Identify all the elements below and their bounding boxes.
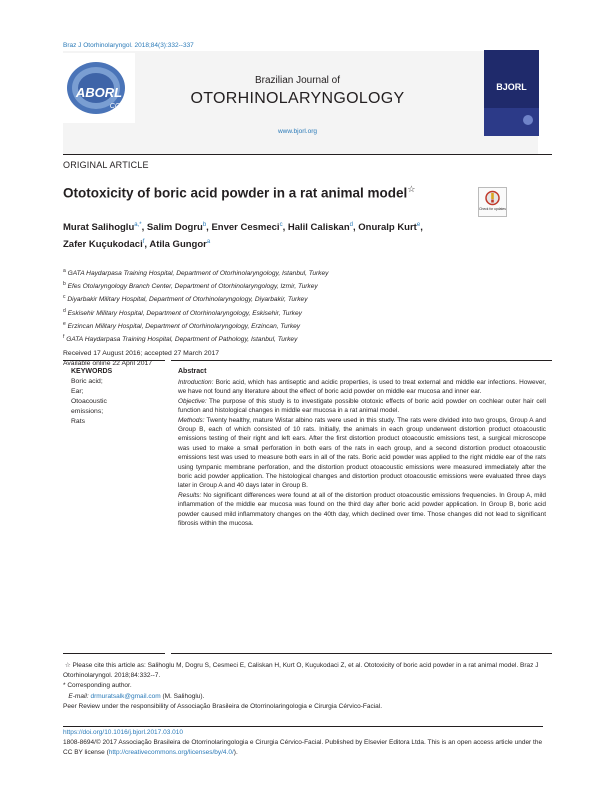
author-name: Enver Cesmeci: [211, 222, 280, 234]
abstract-body: [178, 378, 546, 529]
affiliation-item: [63, 306, 533, 319]
affiliation-sup: a: [63, 268, 66, 274]
methods-text: Twenty healthy, mature Wistar albino rats were used in this study. The rats were divided into two groups, Group A and Group B, each of which consisted of 10 rats. Initially, the animals in each group underwent distortion product otoacoustic emissions testing of their right and left ears. After the first distortion product otoacoustic emissions test, a surgical microscope was used to make a small perforation in both ears of the rats in each group, and a second distortion product otoacoustic emissions test was used to measure both ears in all of the rats. Boric acid powder was applied to the right middle ear of the rats using tympanic membrane perforation, and the distortion product otoacoustic emissions were measured immediately after the boric acid powder application. The histological changes and distortion product otoacoustic emissions were evaluated three days later in Group A and 40 days later in Group B.: [178, 416, 546, 490]
author-sup[interactable]: a: [206, 239, 211, 246]
header-divider: [63, 154, 552, 155]
cover-art-icon: [484, 50, 539, 136]
results-text: No significant differences were found at all of the distortion product otoacoustic emissions frequencies. In Group A, mild inflammation of the middle ear mucosa was found on the third day after boric acid powder application. In Group B, boric acid powder caused mild inflammatory changes on the 40th day, which declined over time. Those changes did not lead to significant fibrosis within the mucosa.: [178, 491, 546, 528]
intro-text: Boric acid, which has antiseptic and acidic properties, is used to treat external and middle ear infections. However, we have not found any literature about the effect of boric acid powder on middle ear mucosa and inner ear.: [178, 379, 547, 396]
journal-name-prefix: Brazilian Journal of: [254, 75, 341, 86]
author-name: Salim Dogru: [146, 222, 203, 234]
abstract-methods: [178, 416, 546, 491]
author-sup[interactable]: f: [142, 239, 145, 246]
author-line-2: Zafer Kuçukodaci$^f$, Atila Gungor$^a$: [63, 239, 211, 251]
affiliation-sup: e: [63, 320, 66, 327]
methods-label: Methods:: [178, 416, 205, 424]
cover-title: BJORL: [496, 82, 527, 92]
affiliation-item: [63, 319, 533, 332]
email-label: E-mail:: [68, 692, 89, 700]
author-line-1: Murat Salihoglu$^{a,*}$, Salim Dogru$^b$, Enver Cesmeci$^c$, Halil Caliskan$^d$, Onuralp Kurt$^e$,: [63, 222, 423, 234]
publication-info: [63, 728, 543, 759]
keyword-item: emissions;: [71, 408, 104, 415]
abstract-results: [178, 491, 546, 529]
affiliation-text: Diyarbakir Military Hospital, Department of Otorhinolaryngology, Diyarbakir, Turkey: [67, 296, 308, 304]
check-for-updates-badge[interactable]: [478, 187, 507, 217]
abstract-objective: [178, 397, 546, 416]
author-sup[interactable]: e: [416, 222, 421, 228]
copyright-end: ).: [233, 749, 238, 757]
journal-cover-thumbnail: [484, 50, 539, 136]
abstract-introduction: [178, 378, 546, 397]
keywords-heading: KEYWORDS: [71, 368, 113, 375]
citation-footnote: [63, 661, 543, 681]
footer-divider: [63, 726, 543, 727]
corresponding-author: * Corresponding author.: [63, 682, 132, 690]
aborl-logo-icon: [63, 53, 135, 123]
author-sup[interactable]: b: [202, 222, 207, 228]
email-link[interactable]: drmuratsalk@gmail.com: [90, 692, 161, 700]
keyword-item: Boric acid;: [71, 378, 103, 385]
results-label: Results:: [178, 491, 202, 499]
journal-url-link[interactable]: www.bjorl.org: [277, 128, 317, 135]
online-date: Available online 22 April 2017: [63, 360, 153, 367]
title-text: Ototoxicity of boric acid powder in a rat animal model: [63, 185, 408, 201]
author-list: [63, 218, 523, 252]
author-sup[interactable]: c: [279, 222, 283, 228]
article-title: [63, 184, 415, 201]
aborl-logo: [63, 53, 135, 123]
author-sup[interactable]: a,*: [134, 222, 142, 228]
cite-text: Please cite this article as: Salihoglu M, Dogru S, Cesmeci E, Caliskan H, Kurt O, Kuçukodaci Z, et al. Ototoxicity of boric acid powder in a rat animal model. Braz J Otorhinolaryngol. 2018;84:332--7.: [63, 662, 539, 680]
email-owner: (M. Salihoglu).: [162, 692, 205, 700]
intro-label: Introduction:: [178, 379, 214, 386]
journal-citation: Braz J Otorhinolaryngol. 2018;84(3):332--337: [63, 42, 194, 49]
affiliation-item: [63, 266, 533, 279]
author-name: Zafer Kuçukodaci: [63, 239, 143, 251]
abstract-heading: Abstract: [178, 368, 207, 375]
logo-text: ABORL: [75, 85, 123, 100]
affiliation-sup: b: [63, 281, 66, 288]
license-link[interactable]: http://creativecommons.org/licenses/by/4.0/: [108, 749, 234, 757]
crossmark-icon: [479, 188, 506, 216]
affiliation-text: Eskisehir Military Hospital, Department of Otorhinolaryngology, Eskisehir, Turkey: [67, 309, 302, 317]
objective-label: Objective:: [178, 397, 207, 405]
copyright-line: [63, 738, 543, 758]
author-sup[interactable]: d: [349, 222, 353, 228]
article-type: ORIGINAL ARTICLE: [63, 160, 149, 170]
affiliation-text: GATA Haydarpasa Training Hospital, Department of Pathology, Istanbul, Turkey: [66, 336, 298, 344]
affiliation-text: Erzincan Military Hospital, Department of Otorhinolaryngology, Erzincan, Turkey: [67, 322, 301, 330]
journal-name: OTORHINOLARYNGOLOGY: [190, 90, 405, 107]
affiliations: [63, 266, 533, 345]
affiliation-sup: c: [63, 294, 66, 301]
keyword-item: Otoacoustic: [71, 398, 107, 405]
received-date: Received 17 August 2016; accepted 27 March 2017: [63, 350, 220, 357]
peer-review-note: Peer Review under the responsibility of Associação Brasileira de Otorrinolaringologia e Cirurgia Cérvico-Facial.: [63, 702, 383, 710]
affiliation-item: [63, 332, 533, 345]
email-line: [63, 692, 543, 702]
keyword-item: Rats: [71, 418, 85, 425]
affiliation-item: [63, 292, 533, 305]
author-name: Atila Gungor: [149, 239, 207, 251]
affiliation-sup: d: [63, 307, 66, 314]
keywords-list: [71, 377, 107, 427]
affiliation-text: Efes Otolaryngology Branch Center, Department of Otorhinolaryngology, Izmir, Turkey: [67, 283, 318, 291]
cite-mark: ☆: [64, 662, 71, 669]
title-footnote-mark[interactable]: ☆: [407, 184, 416, 194]
affiliation-text: GATA Haydarpasa Training Hospital, Department of Otorhinolaryngology, Istanbul, Turkey: [67, 270, 329, 278]
keyword-item: Ear;: [71, 388, 84, 395]
copyright-text: 1808-8694/© 2017 Associação Brasileira de Otorrinolaringologia e Cirurgia Cérvico-Facial. Published by Elsevier Editora Ltda. This is an open access article under the CC BY license (: [63, 739, 543, 757]
objective-text: The purpose of this study is to investigate possible ototoxic effects of boric acid powder on cochlear outer hair cell function and histological changes in middle ear mucosa in a rat animal model.: [178, 397, 546, 415]
author-name: Onuralp Kurt: [358, 222, 417, 234]
crossmark-label: Check for updates: [479, 207, 506, 211]
affiliation-item: [63, 279, 533, 292]
logo-subtext: CCF: [109, 103, 125, 110]
author-name: Murat Salihoglu: [63, 222, 135, 234]
footnotes: [63, 661, 543, 712]
affiliation-sup: f: [63, 333, 65, 340]
doi-link[interactable]: https://doi.org/10.1016/j.bjorl.2017.03.010: [63, 729, 183, 736]
author-name: Halil Caliskan: [287, 222, 350, 234]
